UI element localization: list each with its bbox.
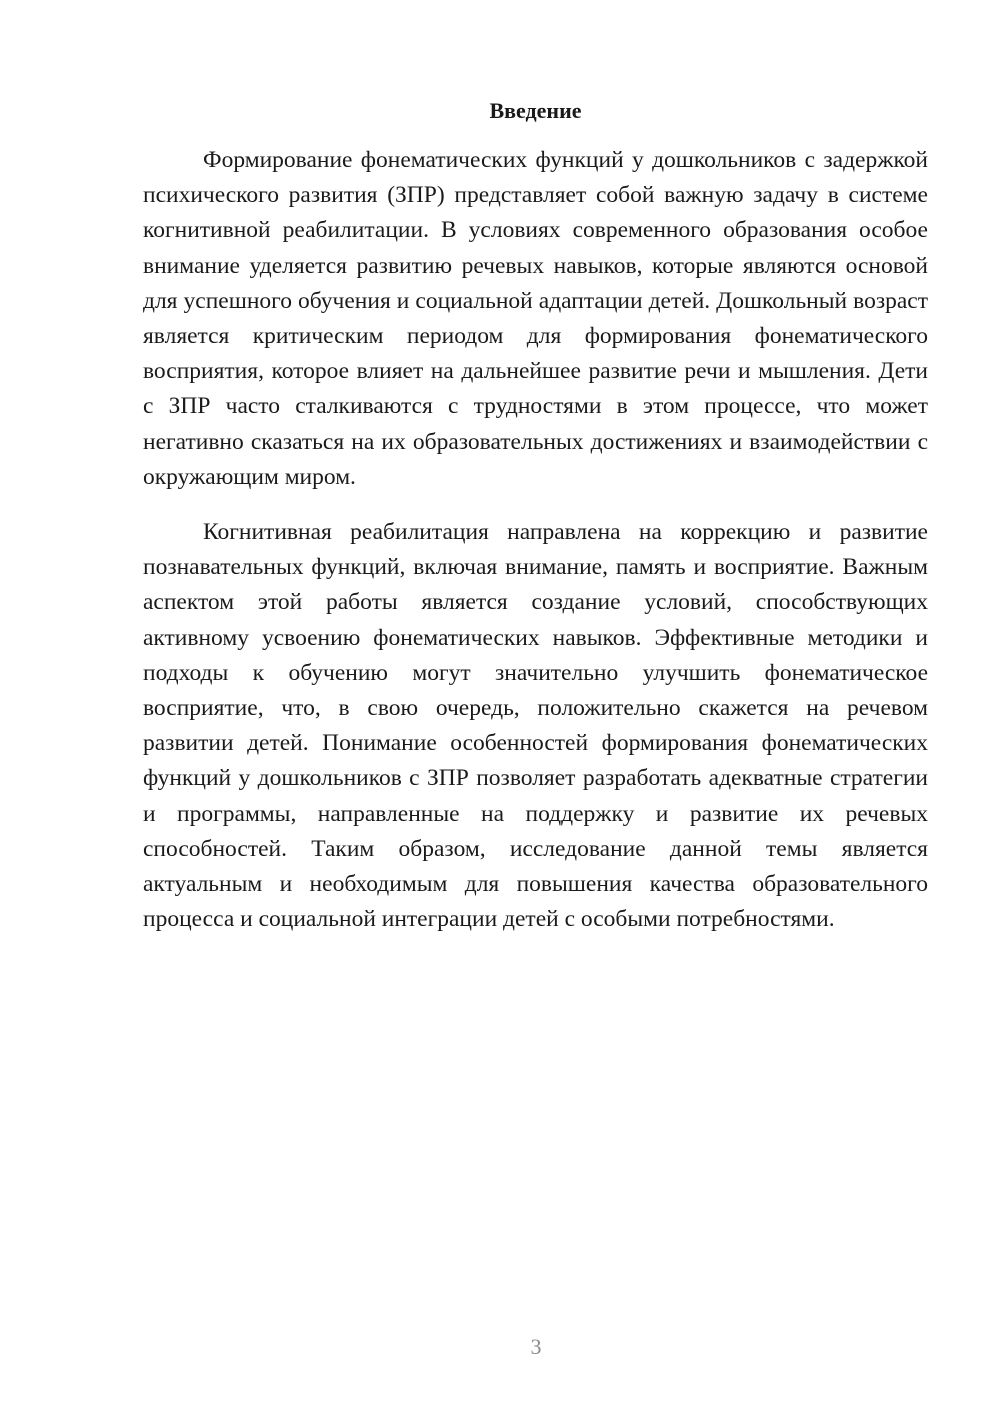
document-body [143, 143, 928, 937]
section-heading: Введение [489, 98, 582, 123]
paragraph: Когнитивная реабилитация направлена на коррекцию и развитие познавательных функций, включая внимание, память и восприятие. Важным аспектом этой работы является создание условий, способствующих активному усвоению фонематических навыков. Эффективные методики и подходы к обучению могут значительно улучшить фонематическое восприятие, что, в свою очередь, положительно скажется на речевом развитии детей. Понимание особенностей формирования фонематических функций у дошкольников с ЗПР позволяет разработать адекватные стратегии и программы, направленные на поддержку и развитие их речевых способностей. Таким образом, исследование данной темы является актуальным и необходимым для повышения качества образовательного процесса и социальной интеграции детей с особыми потребностями. [143, 519, 928, 933]
page-number: 3 [530, 1334, 542, 1359]
paragraph: Формирование фонематических функций у дошкольников с задержкой психического развития (ЗПР) представляет собой важную задачу в системе когнитивной реабилитации. В условиях современного образования особое внимание уделяется развитию речевых навыков, которые являются основой для успешного обучения и социальной адаптации детей. Дошкольный возраст является критическим периодом для формирования фонематического восприятия, которое влияет на дальнейшее развитие речи и мышления. Дети с ЗПР часто сталкиваются с трудностями в этом процессе, что может негативно сказаться на их образовательных достижениях и взаимодействии с окружающим миром. [143, 147, 928, 490]
